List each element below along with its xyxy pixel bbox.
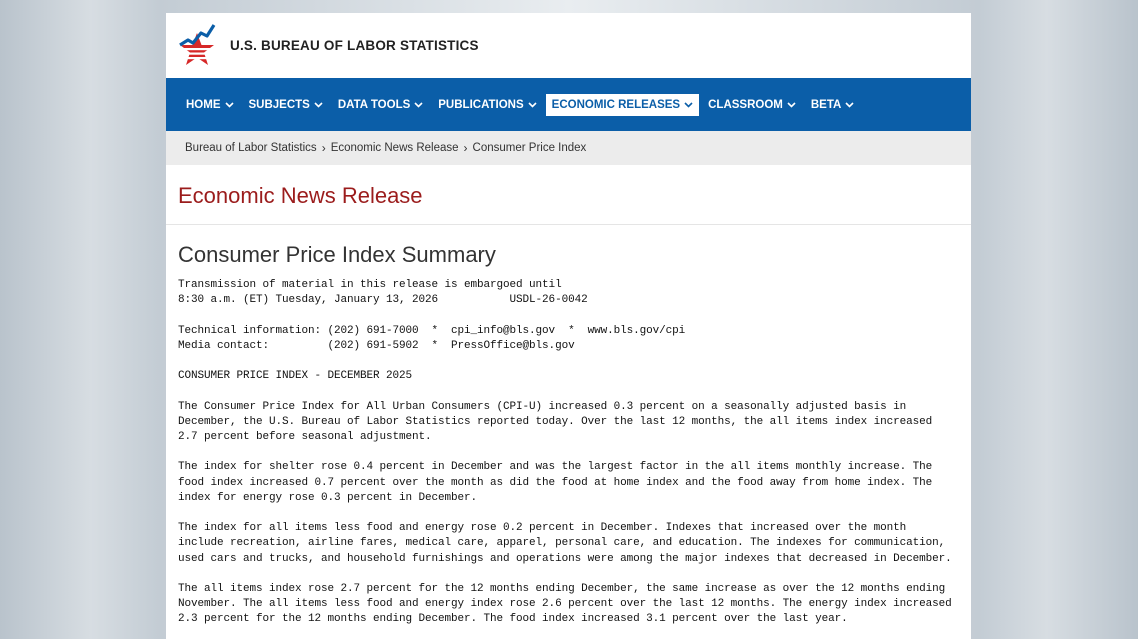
release-title: Economic News Release <box>178 183 423 208</box>
text-line: CONSUMER PRICE INDEX - DECEMBER 2025 <box>178 370 413 383</box>
text-line: The index for all items less food and energy rose 0.2 percent in December. Indexes that increased over the month <box>178 522 907 535</box>
text-line: The index for shelter rose 0.4 percent in December and was the largest factor in the all items monthly increase. The <box>178 461 933 474</box>
text-line: index for energy rose 0.3 percent in December. <box>178 491 478 504</box>
nav-economic-releases-label: ECONOMIC RELEASES <box>551 98 681 111</box>
text-line: 8:30 a.m. (ET) Tuesday, January 13, 2026 USDL-26-0042 <box>178 294 588 307</box>
text-line: November. The all items less food and energy index rose 2.6 percent over the last 12 months. The energy index increased <box>178 598 952 611</box>
page-container <box>166 13 971 639</box>
bls-star-logo-icon[interactable] <box>176 21 218 71</box>
nav-beta[interactable] <box>805 94 860 116</box>
breadcrumb-item[interactable]: Economic News Release <box>330 142 459 154</box>
chevron-down-icon <box>684 102 693 108</box>
nav-subjects[interactable] <box>243 94 329 116</box>
text-line: include recreation, airline fares, medical care, apparel, personal care, and education. The indexes for communication, <box>178 537 946 550</box>
chevron-down-icon <box>414 102 423 108</box>
text-line: food index increased 0.7 percent over the month as did the food at home index and the food away from home index. The <box>178 476 933 489</box>
chevron-down-icon <box>225 102 234 108</box>
text-line: 2.3 percent for the 12 months ending December. The food index increased 3.1 percent over the last year. <box>178 613 848 626</box>
breadcrumb <box>166 131 971 165</box>
chevron-down-icon <box>314 102 323 108</box>
blank-line <box>178 308 971 323</box>
site-header <box>166 13 971 78</box>
text-line: Transmission of material in this release is embargoed until <box>178 279 562 291</box>
blank-line <box>178 506 971 521</box>
chevron-down-icon <box>787 102 796 108</box>
text-line: Media contact: (202) 691-5902 * PressOffice@bls.gov <box>178 339 575 352</box>
nav-data-tools[interactable] <box>332 94 429 116</box>
nav-economic-releases[interactable] <box>546 94 699 116</box>
release-text <box>178 278 971 628</box>
blank-line <box>178 384 971 399</box>
chevron-down-icon <box>845 102 854 108</box>
blank-line <box>178 445 971 460</box>
nav-classroom[interactable] <box>702 94 802 116</box>
chevron-right-icon: › <box>463 141 468 155</box>
main-nav <box>166 78 971 131</box>
nav-subjects-label: SUBJECTS <box>248 98 310 111</box>
nav-publications[interactable] <box>432 94 542 116</box>
nav-home-label: HOME <box>186 98 221 111</box>
divider <box>166 224 971 225</box>
chevron-down-icon <box>528 102 537 108</box>
blank-line <box>178 354 971 369</box>
text-line: The all items index rose 2.7 percent for the 12 months ending December, the same increase as over the 12 months ending <box>178 582 946 595</box>
breadcrumb-item[interactable]: Bureau of Labor Statistics <box>185 142 317 154</box>
text-line: The Consumer Price Index for All Urban Consumers (CPI-U) increased 0.3 percent on a seasonally adjusted basis in <box>178 400 907 413</box>
nav-beta-label: BETA <box>810 98 842 111</box>
nav-home[interactable] <box>180 94 240 116</box>
chevron-right-icon: › <box>321 141 326 155</box>
text-line: Technical information: (202) 691-7000 * cpi_info@bls.gov * www.bls.gov/cpi <box>178 324 686 337</box>
blank-line <box>178 567 971 582</box>
summary-title: Consumer Price Index Summary <box>178 242 496 267</box>
text-line: 2.7 percent before seasonal adjustment. <box>178 430 432 443</box>
nav-data-tools-label: DATA TOOLS <box>337 98 411 111</box>
breadcrumb-item[interactable]: Consumer Price Index <box>472 142 587 154</box>
nav-publications-label: PUBLICATIONS <box>438 98 524 111</box>
nav-classroom-label: CLASSROOM <box>708 98 783 111</box>
agency-name[interactable]: U.S. BUREAU OF LABOR STATISTICS <box>230 38 479 53</box>
text-line: December, the U.S. Bureau of Labor Statistics reported today. Over the last 12 months, the all items index increased <box>178 415 933 428</box>
text-line: used cars and trucks, and household furnishings and operations were among the major indexes that decreased in December. <box>178 552 952 565</box>
